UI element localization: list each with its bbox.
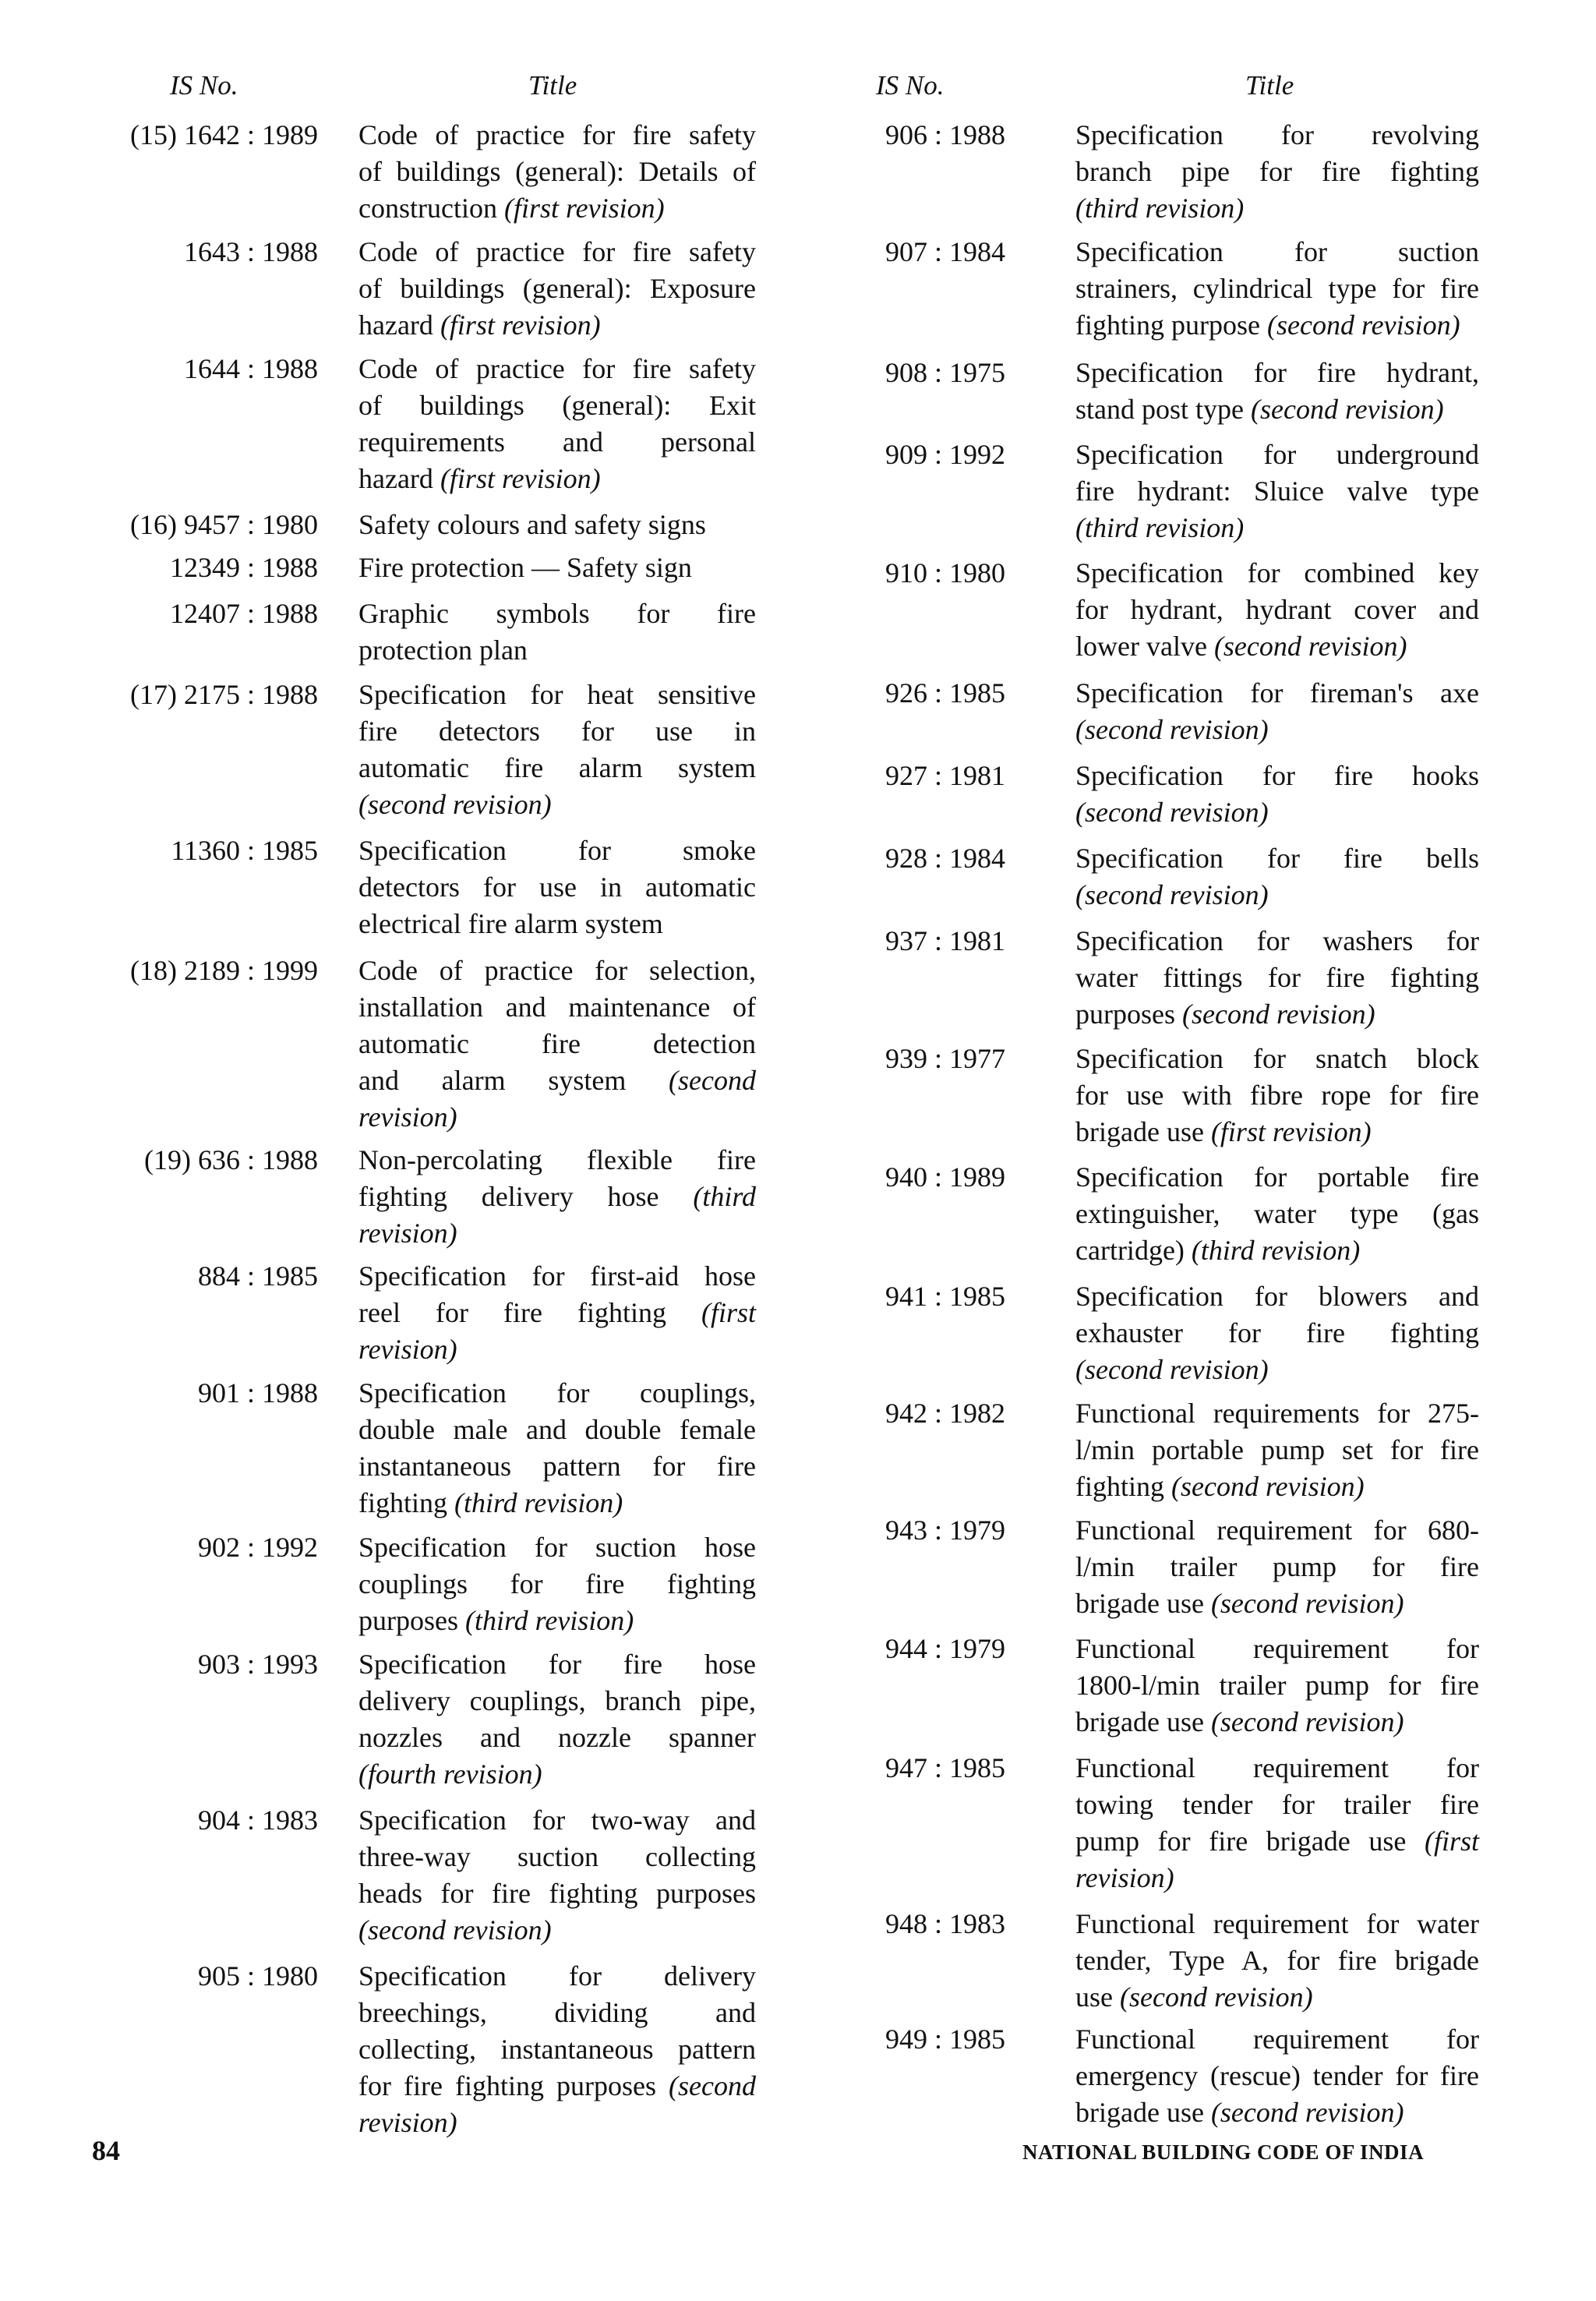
is-number: 940 : 1989 — [885, 1161, 1005, 1193]
title-line: of buildings (general): Details of — [358, 156, 756, 187]
is-number: 909 : 1992 — [885, 439, 1005, 470]
running-title: NATIONAL BUILDING CODE OF INDIA — [1022, 2140, 1425, 2164]
title-line: delivery couplings, branch pipe, — [358, 1685, 756, 1716]
is-number: 905 : 1980 — [197, 1960, 318, 1992]
title-line: towing tender for trailer fire — [1075, 1789, 1479, 1820]
title-line: Specification for suction hose — [358, 1532, 756, 1563]
title-line: Specification for revolving — [1075, 119, 1479, 150]
standard-title — [358, 1958, 756, 2141]
title-line: (fourth revision) — [358, 1758, 542, 1790]
standard-title — [358, 117, 756, 227]
title-line: lower valve (second revision) — [1075, 631, 1407, 662]
title-line: Specification for fire hooks — [1075, 760, 1479, 791]
is-number: 942 : 1982 — [885, 1398, 1005, 1429]
title-line: fighting (third revision) — [358, 1487, 623, 1518]
title-line: Fire protection — Safety sign — [358, 552, 692, 583]
title-line: protection plan — [358, 634, 528, 666]
title-line: fighting purpose (second revision) — [1075, 309, 1460, 341]
title-line: installation and maintenance of — [358, 991, 756, 1023]
is-number: 1643 : 1988 — [183, 236, 318, 267]
title-line: and alarm system (second — [358, 1065, 756, 1096]
title-line: brigade use (second revision) — [1075, 2097, 1404, 2128]
is-number: 12407 : 1988 — [169, 598, 318, 629]
standard-title — [358, 1258, 756, 1368]
title-line: instantaneous pattern for fire — [358, 1451, 756, 1482]
is-number: 928 : 1984 — [885, 843, 1005, 874]
standard-title — [1075, 1906, 1479, 2016]
is-number: (16) 9457 : 1980 — [130, 509, 318, 540]
title-line: requirements and personal — [358, 426, 756, 458]
title-line: for fire fighting purposes (second — [358, 2070, 756, 2101]
title-line: Safety colours and safety signs — [358, 509, 706, 540]
title-line: revision) — [1075, 1862, 1174, 1893]
title-line: Code of practice for fire safety — [358, 236, 756, 267]
header-right-isno: IS No. — [876, 70, 945, 101]
title-line: Code of practice for selection, — [358, 955, 756, 986]
is-number: (15) 1642 : 1989 — [130, 119, 318, 150]
page-number: 84 — [92, 2135, 120, 2166]
title-line: Specification for delivery — [358, 1960, 756, 1992]
title-line: Code of practice for fire safety — [358, 353, 756, 384]
is-number: 910 : 1980 — [885, 557, 1005, 589]
title-line: Graphic symbols for fire — [358, 598, 756, 629]
title-line: Functional requirement for — [1075, 2024, 1479, 2055]
title-line: brigade use (second revision) — [1075, 1706, 1404, 1737]
title-line: heads for fire fighting purposes — [358, 1878, 756, 1909]
header-right-title: Title — [1245, 70, 1294, 101]
title-line: (second revision) — [358, 789, 552, 820]
title-line: Specification for fire hose — [358, 1649, 756, 1680]
is-number: 908 : 1975 — [885, 357, 1005, 388]
title-line: nozzles and nozzle spanner — [358, 1722, 756, 1753]
standard-title — [1075, 1159, 1479, 1269]
title-line: fighting delivery hose (third — [358, 1181, 756, 1212]
standard-title — [358, 507, 756, 543]
title-line: double male and double female — [358, 1414, 756, 1445]
title-line: automatic fire alarm system — [358, 752, 756, 783]
is-number: 944 : 1979 — [885, 1633, 1005, 1664]
is-number: 949 : 1985 — [885, 2024, 1005, 2055]
standard-title — [358, 234, 756, 344]
is-number: 941 : 1985 — [885, 1281, 1005, 1312]
standard-title — [1075, 234, 1479, 344]
standard-title — [1075, 840, 1479, 914]
title-line: breechings, dividing and — [358, 1997, 756, 2028]
standard-title — [1075, 437, 1479, 546]
title-line: branch pipe for fire fighting — [1075, 156, 1479, 187]
title-line: electrical fire alarm system — [358, 908, 663, 939]
title-line: exhauster for fire fighting — [1075, 1317, 1479, 1348]
title-line: (third revision) — [1075, 193, 1245, 224]
title-line: stand post type (second revision) — [1075, 394, 1444, 425]
title-line: revision) — [358, 1218, 457, 1249]
title-line: cartridge) (third revision) — [1075, 1235, 1361, 1266]
is-number: 907 : 1984 — [885, 236, 1005, 267]
title-line: Specification for heat sensitive — [358, 679, 756, 710]
is-number: 904 : 1983 — [197, 1804, 318, 1836]
title-line: Specification for fire hydrant, — [1075, 357, 1479, 388]
is-number: (19) 636 : 1988 — [144, 1144, 318, 1175]
title-line: purposes (third revision) — [358, 1605, 634, 1636]
standard-title — [358, 953, 756, 1136]
standard-title — [1075, 1512, 1479, 1622]
title-line: for hydrant, hydrant cover and — [1075, 594, 1479, 625]
title-line: 1800-l/min trailer pump for fire — [1075, 1670, 1479, 1701]
is-number: 943 : 1979 — [885, 1515, 1005, 1546]
standard-title — [1075, 1631, 1479, 1741]
standard-title — [358, 1646, 756, 1793]
title-line: revision) — [358, 2107, 457, 2138]
title-line: fire hydrant: Sluice valve type — [1075, 475, 1479, 507]
title-line: three-way suction collecting — [358, 1841, 756, 1872]
standard-title — [358, 1142, 756, 1252]
title-line: Functional requirement for water — [1075, 1908, 1479, 1939]
standard-title — [1075, 555, 1479, 665]
title-line: construction (first revision) — [358, 193, 665, 224]
title-line: Functional requirement for — [1075, 1752, 1479, 1783]
title-line: extinguisher, water type (gas — [1075, 1198, 1479, 1229]
standard-title — [358, 550, 756, 586]
title-line: tender, Type A, for fire brigade — [1075, 1945, 1479, 1976]
is-number: 901 : 1988 — [197, 1377, 318, 1409]
title-line: pump for fire brigade use (first — [1075, 1826, 1479, 1857]
is-number: 926 : 1985 — [885, 677, 1005, 709]
title-line: brigade use (second revision) — [1075, 1588, 1404, 1619]
is-number: 1644 : 1988 — [183, 353, 318, 384]
title-line: collecting, instantaneous pattern — [358, 2034, 756, 2065]
title-line: hazard (first revision) — [358, 463, 601, 494]
standard-title — [358, 1529, 756, 1639]
title-line: Specification for washers for — [1075, 925, 1479, 956]
title-line: of buildings (general): Exit — [358, 390, 756, 421]
title-line: Specification for fireman's axe — [1075, 677, 1479, 709]
title-line: reel for fire fighting (first — [358, 1297, 756, 1328]
title-line: Specification for smoke — [358, 835, 756, 866]
title-line: automatic fire detection — [358, 1028, 756, 1059]
title-line: use (second revision) — [1075, 1981, 1313, 2013]
is-number: 947 : 1985 — [885, 1752, 1005, 1783]
is-number: 937 : 1981 — [885, 925, 1005, 956]
title-line: detectors for use in automatic — [358, 871, 756, 903]
title-line: hazard (first revision) — [358, 309, 601, 341]
is-number: 939 : 1977 — [885, 1043, 1005, 1074]
title-line: Specification for two-way and — [358, 1804, 756, 1836]
is-number: (17) 2175 : 1988 — [130, 679, 318, 710]
title-line: (second revision) — [1075, 1354, 1269, 1385]
title-line: (second revision) — [358, 1914, 552, 1946]
title-line: l/min portable pump set for fire — [1075, 1434, 1479, 1465]
title-line: Functional requirements for 275- — [1075, 1398, 1479, 1429]
title-line: emergency (rescue) tender for fire — [1075, 2060, 1479, 2091]
title-line: Specification for portable fire — [1075, 1161, 1479, 1193]
title-line: strainers, cylindrical type for fire — [1075, 273, 1479, 304]
is-number: (18) 2189 : 1999 — [130, 955, 318, 986]
title-line: Functional requirement for 680- — [1075, 1515, 1479, 1546]
standard-title — [1075, 758, 1479, 831]
is-number: 903 : 1993 — [197, 1649, 318, 1680]
is-number: 948 : 1983 — [885, 1908, 1005, 1939]
title-line: fire detectors for use in — [358, 716, 756, 747]
title-line: revision) — [358, 1101, 457, 1133]
standard-title — [1075, 675, 1479, 748]
title-line: couplings for fire fighting — [358, 1568, 756, 1599]
title-line: (second revision) — [1075, 714, 1269, 745]
title-line: Specification for suction — [1075, 236, 1479, 267]
title-line: Specification for fire bells — [1075, 843, 1479, 874]
standard-title — [1075, 2021, 1479, 2131]
title-line: revision) — [358, 1334, 457, 1365]
header-left-isno: IS No. — [170, 70, 238, 101]
title-line: Non-percolating flexible fire — [358, 1144, 756, 1175]
title-line: Specification for first-aid hose — [358, 1260, 756, 1292]
standard-title — [1075, 1041, 1479, 1150]
title-line: Specification for blowers and — [1075, 1281, 1479, 1312]
title-line: Specification for snatch block — [1075, 1043, 1479, 1074]
standard-title — [358, 1375, 756, 1522]
standard-title — [1075, 923, 1479, 1033]
standard-title — [1075, 1750, 1479, 1896]
title-line: Code of practice for fire safety — [358, 119, 756, 150]
title-line: (third revision) — [1075, 512, 1245, 543]
header-left-title: Title — [528, 70, 577, 101]
title-line: brigade use (first revision) — [1075, 1116, 1372, 1147]
title-line: water fittings for fire fighting — [1075, 962, 1479, 993]
standard-title — [358, 596, 756, 669]
title-line: l/min trailer pump for fire — [1075, 1551, 1479, 1582]
is-number: 884 : 1985 — [197, 1260, 318, 1292]
is-number: 906 : 1988 — [885, 119, 1005, 150]
is-number: 927 : 1981 — [885, 760, 1005, 791]
title-line: Functional requirement for — [1075, 1633, 1479, 1664]
standard-title — [358, 351, 756, 497]
title-line: fighting (second revision) — [1075, 1471, 1365, 1502]
is-number: 12349 : 1988 — [169, 552, 318, 583]
title-line: (second revision) — [1075, 879, 1269, 910]
standard-title — [1075, 1278, 1479, 1388]
is-number: 902 : 1992 — [197, 1532, 318, 1563]
standard-title — [358, 1802, 756, 1949]
standard-title — [1075, 1395, 1479, 1505]
title-line: of buildings (general): Exposure — [358, 273, 756, 304]
title-line: Specification for underground — [1075, 439, 1479, 470]
title-line: (second revision) — [1075, 797, 1269, 828]
title-line: purposes (second revision) — [1075, 999, 1375, 1030]
title-line: for use with fibre rope for fire — [1075, 1080, 1479, 1111]
title-line: Specification for combined key — [1075, 557, 1479, 589]
standard-title — [1075, 117, 1479, 227]
is-number: 11360 : 1985 — [171, 835, 318, 866]
standard-title — [1075, 355, 1479, 428]
standard-title — [358, 832, 756, 942]
title-line: Specification for couplings, — [358, 1377, 756, 1409]
standard-title — [358, 677, 756, 823]
